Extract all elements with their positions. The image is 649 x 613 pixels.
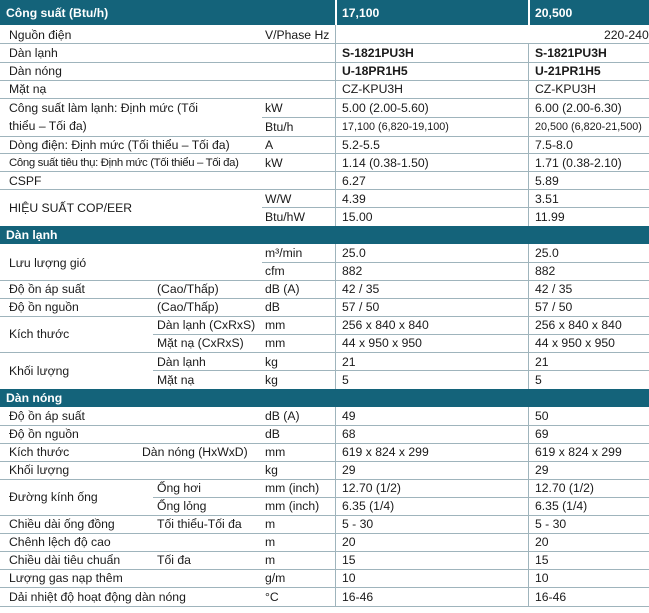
weight-indoor-unit: kg xyxy=(265,355,278,369)
row-line xyxy=(0,352,649,353)
pipe-liquid-1: 6.35 (1/4) xyxy=(342,499,395,513)
outdoor-pressure-noise-1: 49 xyxy=(342,409,356,423)
outdoor-unit-model-1: U-18PR1H5 xyxy=(342,64,408,78)
dim-panel-1: 44 x 950 x 950 xyxy=(342,336,422,350)
height-diff-unit: m xyxy=(265,535,276,549)
column-line xyxy=(335,25,336,226)
current-2: 7.5-8.0 xyxy=(535,138,573,152)
dim-panel-sub: Mặt nạ (CxRxS) xyxy=(157,336,244,350)
gas-charge-label: Lượng gas nạp thêm xyxy=(9,571,123,585)
power-supply-label: Nguồn điện xyxy=(9,28,72,42)
capacity-header: Công suất (Btu/h) xyxy=(6,6,109,20)
header-divider xyxy=(335,0,337,25)
outdoor-weight-2: 29 xyxy=(535,463,549,477)
pipe-length-1: 5 - 30 xyxy=(342,517,374,531)
row-line xyxy=(0,425,649,426)
dim-panel-2: 44 x 950 x 950 xyxy=(535,336,615,350)
panel-model-1: CZ-KPU3H xyxy=(342,82,403,96)
row-line xyxy=(262,207,649,208)
indoor-pressure-noise-2: 42 / 35 xyxy=(535,282,573,296)
cop-unit-btu: Btu/hW xyxy=(265,210,305,224)
indoor-weight-label: Khối lượng xyxy=(9,364,70,378)
temp-range-1: 16-46 xyxy=(342,590,374,604)
column-line xyxy=(335,407,336,606)
row-line xyxy=(262,117,649,118)
weight-panel-2: 5 xyxy=(535,373,542,387)
outdoor-dimension-1: 619 x 824 x 299 xyxy=(342,445,429,459)
indoor-pressure-noise-1: 42 / 35 xyxy=(342,282,380,296)
row-line xyxy=(0,280,649,281)
current-1: 5.2-5.5 xyxy=(342,138,380,152)
row-line xyxy=(0,569,649,570)
row-line xyxy=(0,62,649,63)
power-input-1: 1.14 (0.38-1.50) xyxy=(342,156,429,170)
indoor-power-noise-2: 57 / 50 xyxy=(535,300,573,314)
gas-charge-1: 10 xyxy=(342,571,356,585)
indoor-pressure-noise-sub: (Cao/Thấp) xyxy=(157,282,219,296)
indoor-dimension-label: Kích thước xyxy=(9,327,70,341)
gas-charge-2: 10 xyxy=(535,571,549,585)
outdoor-pressure-noise-label: Độ ồn áp suất xyxy=(9,409,85,423)
outdoor-power-noise-1: 68 xyxy=(342,427,356,441)
row-line xyxy=(0,606,649,607)
panel-model-2: CZ-KPU3H xyxy=(535,82,596,96)
outdoor-unit-model-2: U-21PR1H5 xyxy=(535,64,601,78)
row-line xyxy=(0,136,649,137)
outdoor-power-noise-unit: dB xyxy=(265,427,280,441)
row-line xyxy=(0,587,649,588)
outdoor-dimension-unit: mm xyxy=(265,445,286,459)
row-line xyxy=(153,334,649,335)
std-length-1: 15 xyxy=(342,553,356,567)
row-line xyxy=(0,461,649,462)
column-line xyxy=(528,407,529,606)
cop-ww-2: 3.51 xyxy=(535,192,559,206)
cspf-label: CSPF xyxy=(9,174,42,188)
column-line xyxy=(528,244,529,389)
current-label: Dòng điện: Định mức (Tối thiểu – Tối đa) xyxy=(9,138,230,152)
temp-range-label: Dải nhiệt độ hoạt động dàn nóng xyxy=(9,590,186,604)
outdoor-power-noise-label: Độ ồn nguồn xyxy=(9,427,79,441)
cop-unit-ww: W/W xyxy=(265,192,292,206)
row-line xyxy=(0,551,649,552)
cooling-kw-1: 5.00 (2.00-5.60) xyxy=(342,101,429,115)
airflow-m3-1: 25.0 xyxy=(342,246,366,260)
power-input-unit: kW xyxy=(265,156,283,170)
cspf-1: 6.27 xyxy=(342,174,366,188)
temp-range-unit: °C xyxy=(265,590,279,604)
dim-panel-unit: mm xyxy=(265,336,286,350)
model-header-2: 20,500 xyxy=(535,6,573,20)
pipe-gas-1: 12.70 (1/2) xyxy=(342,481,401,495)
cop-btu-2: 11.99 xyxy=(535,210,565,224)
indoor-unit-model-2: S-1821PU3H xyxy=(535,46,607,60)
weight-indoor-1: 21 xyxy=(342,355,356,369)
outdoor-dimension-label: Kích thước xyxy=(9,445,70,459)
section-title-indoor: Dàn lạnh xyxy=(6,228,58,242)
row-line xyxy=(0,189,649,190)
cooling-btu-2: 20,500 (6,820-21,500) xyxy=(535,121,642,133)
pipe-diameter-label: Đường kính ống xyxy=(9,490,98,504)
row-line xyxy=(0,479,649,480)
column-line xyxy=(335,244,336,389)
row-line xyxy=(0,298,649,299)
std-length-unit: m xyxy=(265,553,276,567)
height-diff-1: 20 xyxy=(342,535,356,549)
airflow-label: Lưu lượng gió xyxy=(9,256,87,270)
outdoor-pressure-noise-2: 50 xyxy=(535,409,549,423)
section-bar-indoor xyxy=(0,226,649,244)
row-line xyxy=(0,80,649,81)
row-line xyxy=(262,262,649,263)
airflow-m3-2: 25.0 xyxy=(535,246,559,260)
pipe-length-sub: Tối thiểu-Tối đa xyxy=(157,517,242,531)
indoor-power-noise-1: 57 / 50 xyxy=(342,300,380,314)
row-line xyxy=(0,98,649,99)
outdoor-weight-unit: kg xyxy=(265,463,278,477)
cooling-kw-2: 6.00 (2.00-6.30) xyxy=(535,101,622,115)
row-line xyxy=(153,497,649,498)
pipe-liquid-sub: Ống lỏng xyxy=(157,499,207,513)
section-bar-outdoor xyxy=(0,389,649,407)
power-supply-value: 220-240 xyxy=(604,28,649,42)
section-title-outdoor: Dàn nóng xyxy=(6,391,63,405)
model-header-1: 17,100 xyxy=(342,6,380,20)
cooling-unit-kw: kW xyxy=(265,101,283,115)
row-line xyxy=(0,316,649,317)
pipe-gas-2: 12.70 (1/2) xyxy=(535,481,594,495)
outdoor-dimension-sub: Dàn nóng (HxWxD) xyxy=(142,445,248,459)
indoor-pressure-noise-unit: dB (A) xyxy=(265,282,300,296)
cspf-2: 5.89 xyxy=(535,174,559,188)
pipe-length-unit: m xyxy=(265,517,276,531)
cop-eer-label: HIỆU SUẤT COP/EER xyxy=(9,201,133,215)
indoor-unit-model-1: S-1821PU3H xyxy=(342,46,414,60)
row-line xyxy=(0,443,649,444)
height-diff-label: Chênh lệch độ cao xyxy=(9,535,111,549)
outdoor-weight-1: 29 xyxy=(342,463,356,477)
std-length-sub: Tối đa xyxy=(157,553,191,567)
weight-panel-1: 5 xyxy=(342,373,349,387)
pipe-gas-sub: Ống hơi xyxy=(157,481,201,495)
dim-indoor-sub: Dàn lạnh (CxRxS) xyxy=(157,318,256,332)
power-supply-unit: V/Phase Hz xyxy=(265,28,330,42)
indoor-power-noise-sub: (Cao/Thấp) xyxy=(157,300,219,314)
airflow-unit-cfm: cfm xyxy=(265,264,285,278)
cop-btu-1: 15.00 xyxy=(342,210,373,224)
weight-panel-unit: kg xyxy=(265,373,278,387)
current-unit: A xyxy=(265,138,274,152)
power-input-label: Công suất tiêu thụ: Định mức (Tối thiểu – Tối đa) xyxy=(9,157,239,169)
outdoor-unit-label: Dàn nóng xyxy=(9,64,62,78)
outdoor-dimension-2: 619 x 824 x 299 xyxy=(535,445,622,459)
height-diff-2: 20 xyxy=(535,535,549,549)
power-input-2: 1.71 (0.38-2.10) xyxy=(535,156,622,170)
weight-indoor-2: 21 xyxy=(535,355,549,369)
row-line xyxy=(0,171,649,172)
airflow-unit-m3: m³/min xyxy=(265,246,303,260)
outdoor-power-noise-2: 69 xyxy=(535,427,549,441)
outdoor-pressure-noise-unit: dB (A) xyxy=(265,409,300,423)
airflow-cfm-1: 882 xyxy=(342,264,363,278)
std-length-label: Chiều dài tiêu chuẩn xyxy=(9,553,121,567)
indoor-pressure-noise-label: Độ ồn áp suất xyxy=(9,282,85,296)
weight-indoor-sub: Dàn lạnh xyxy=(157,355,206,369)
row-line xyxy=(153,370,649,371)
indoor-power-noise-unit: dB xyxy=(265,300,280,314)
panel-label: Mặt nạ xyxy=(9,82,47,96)
row-line xyxy=(0,43,649,44)
pipe-length-label: Chiều dài ống đồng xyxy=(9,517,115,531)
pipe-liquid-unit: mm (inch) xyxy=(265,499,320,513)
cooling-capacity-label: Công suất làm lạnh: Định mức (Tối xyxy=(9,101,199,115)
row-line xyxy=(0,515,649,516)
indoor-unit-label: Dàn lạnh xyxy=(9,46,58,60)
airflow-cfm-2: 882 xyxy=(535,264,556,278)
column-line xyxy=(528,43,529,226)
row-line xyxy=(0,533,649,534)
cooling-capacity-label-cont: thiểu – Tối đa) xyxy=(9,119,87,133)
pipe-length-2: 5 - 30 xyxy=(535,517,567,531)
dim-indoor-unit: mm xyxy=(265,318,286,332)
cop-ww-1: 4.39 xyxy=(342,192,366,206)
std-length-2: 15 xyxy=(535,553,549,567)
weight-panel-sub: Mặt nạ xyxy=(157,373,195,387)
outdoor-weight-label: Khối lượng xyxy=(9,463,70,477)
cooling-unit-btu: Btu/h xyxy=(265,120,294,134)
indoor-power-noise-label: Độ ồn nguồn xyxy=(9,300,79,314)
cooling-btu-1: 17,100 (6,820-19,100) xyxy=(342,121,449,133)
gas-charge-unit: g/m xyxy=(265,571,286,585)
row-line xyxy=(0,153,649,154)
temp-range-2: 16-46 xyxy=(535,590,567,604)
dim-indoor-2: 256 x 840 x 840 xyxy=(535,318,622,332)
header-divider xyxy=(528,0,530,25)
dim-indoor-1: 256 x 840 x 840 xyxy=(342,318,429,332)
pipe-liquid-2: 6.35 (1/4) xyxy=(535,499,588,513)
pipe-gas-unit: mm (inch) xyxy=(265,481,320,495)
